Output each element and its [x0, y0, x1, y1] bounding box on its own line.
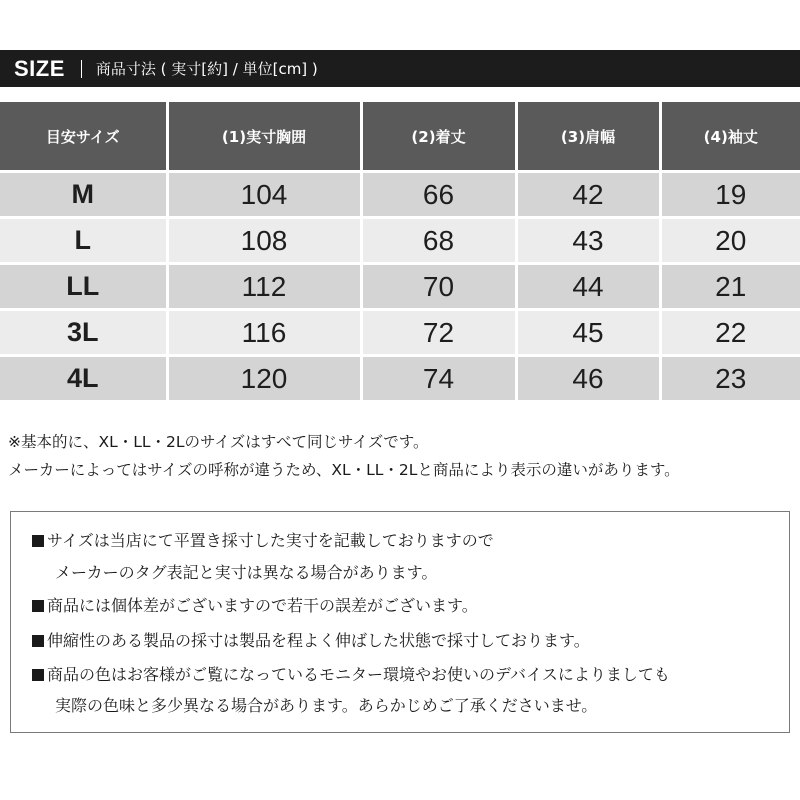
column-header: (3)肩幅: [516, 102, 660, 172]
table-cell: 43: [516, 218, 660, 264]
table-cell: 120: [167, 356, 361, 402]
title-bar: [0, 50, 800, 87]
info-text-continued: メーカーのタグ表記と実寸は異なる場合があります。: [55, 563, 438, 582]
table-row: [0, 356, 800, 402]
table-row: [0, 310, 800, 356]
column-header: (4)袖丈: [660, 102, 800, 172]
info-text: 伸縮性のある製品の採寸は製品を程よく伸ばした状態で採寸しております。: [47, 631, 590, 650]
table-cell: 104: [167, 172, 361, 218]
square-bullet-icon: [32, 535, 44, 547]
size-subtitle: 商品寸法 ( 実寸[約] / 単位[cm] ): [95, 60, 318, 78]
info-text: サイズは当店にて平置き採寸した実寸を記載しておりますので: [47, 531, 494, 550]
table-cell: 46: [516, 356, 660, 402]
table-cell: 44: [516, 264, 660, 310]
info-item: [32, 628, 590, 651]
table-cell: 108: [167, 218, 361, 264]
size-label-cell: 3L: [0, 310, 167, 356]
table-row: [0, 218, 800, 264]
table-cell: 112: [167, 264, 361, 310]
title-divider: [81, 60, 82, 78]
info-box: [10, 511, 790, 733]
info-text-continued: 実際の色味と多少異なる場合があります。あらかじめご了承くださいませ。: [55, 696, 598, 715]
table-cell: 68: [361, 218, 516, 264]
square-bullet-icon: [32, 600, 44, 612]
info-item: [32, 662, 670, 685]
column-header: (2)着丈: [361, 102, 516, 172]
table-row: [0, 264, 800, 310]
table-header-row: [0, 102, 800, 172]
table-cell: 42: [516, 172, 660, 218]
table-cell: 20: [660, 218, 800, 264]
info-text: 商品の色はお客様がご覧になっているモニター環境やお使いのデバイスによりましても: [47, 665, 670, 684]
info-item: [32, 593, 478, 616]
note-line: ※基本的に、XL・LL・2Lのサイズはすべて同じサイズです。: [8, 433, 429, 451]
table-cell: 70: [361, 264, 516, 310]
table-row: [0, 172, 800, 218]
table-cell: 21: [660, 264, 800, 310]
table-cell: 19: [660, 172, 800, 218]
note-line: メーカーによってはサイズの呼称が違うため、XL・LL・2Lと商品により表示の違いがあります。: [8, 461, 680, 479]
size-label-cell: L: [0, 218, 167, 264]
size-label-cell: 4L: [0, 356, 167, 402]
size-label-cell: M: [0, 172, 167, 218]
square-bullet-icon: [32, 669, 44, 681]
size-heading: SIZE: [14, 55, 65, 81]
table-cell: 45: [516, 310, 660, 356]
table-cell: 66: [361, 172, 516, 218]
table-cell: 116: [167, 310, 361, 356]
table-cell: 22: [660, 310, 800, 356]
size-label-cell: LL: [0, 264, 167, 310]
square-bullet-icon: [32, 635, 44, 647]
table-cell: 72: [361, 310, 516, 356]
info-text: 商品には個体差がございますので若干の誤差がございます。: [47, 596, 478, 615]
table-cell: 23: [660, 356, 800, 402]
size-notes: [8, 428, 680, 484]
info-item: [32, 528, 494, 551]
table-cell: 74: [361, 356, 516, 402]
column-header: (1)実寸胸囲: [167, 102, 361, 172]
size-table: [0, 102, 800, 403]
column-header: 目安サイズ: [0, 102, 167, 172]
